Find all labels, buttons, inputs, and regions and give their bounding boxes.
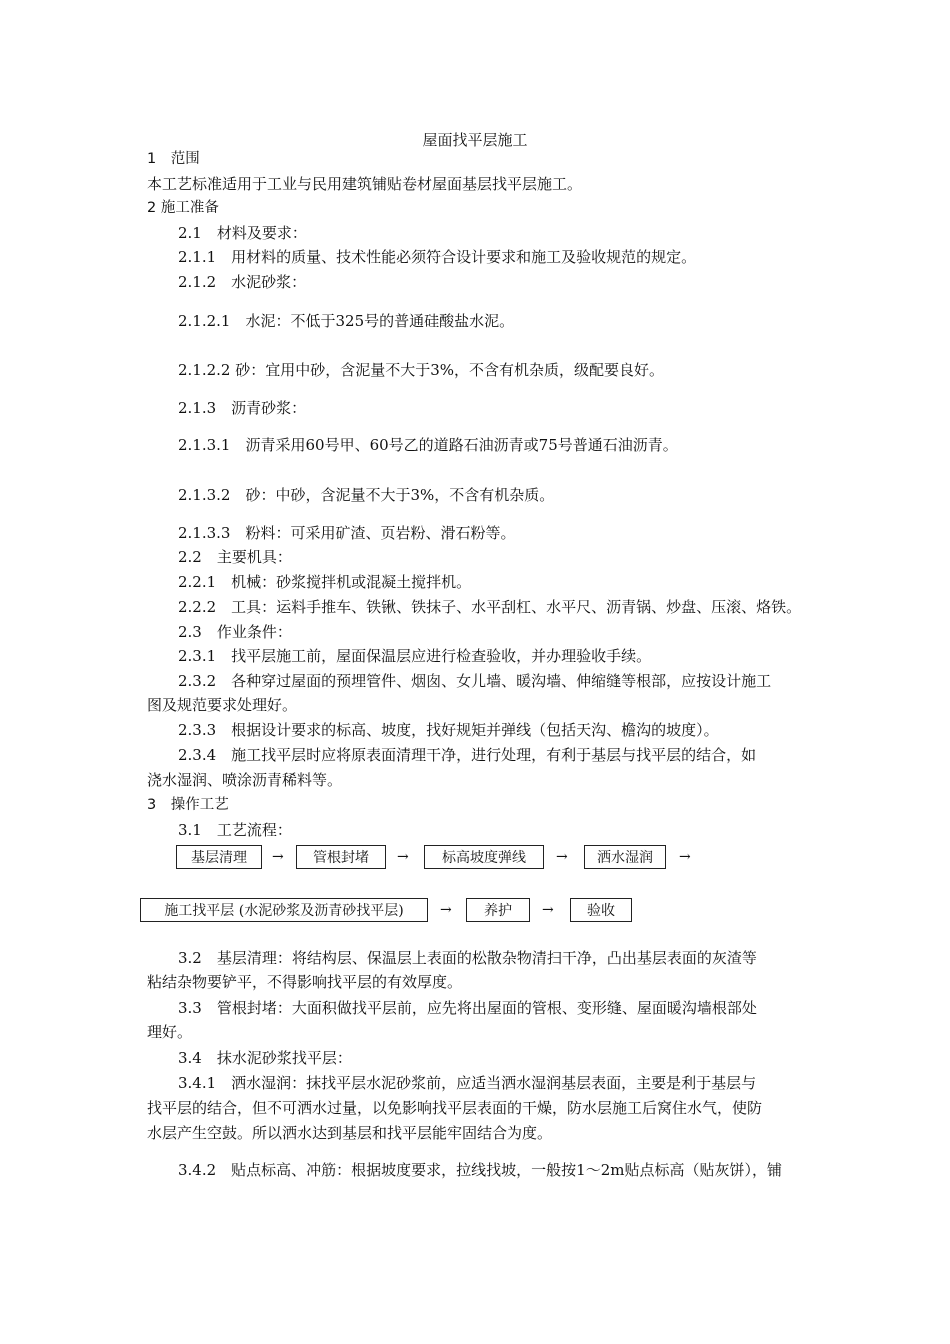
document-title: 屋面找平层施工 (422, 131, 528, 149)
paragraph: 粘结杂物要铲平，不得影响找平层的有效厚度。 (147, 973, 463, 991)
paragraph: 2.3.2 各种穿过屋面的预埋管件、烟囱、女儿墙、暖沟墙、伸缩缝等根部，应按设计施工 (178, 672, 772, 690)
section-2-heading: 2 施工准备 (147, 200, 219, 216)
paragraph: 本工艺标准适用于工业与民用建筑铺贴卷材屋面基层找平层施工。 (147, 175, 583, 193)
paragraph: 3.4.2 贴点标高、冲筋：根据坡度要求，拉线找坡，一般按1～2m贴点标高（贴灰饼），铺 (178, 1161, 782, 1179)
paragraph: 水层产生空鼓。所以洒水达到基层和找平层能牢固结合为度。 (147, 1124, 553, 1142)
paragraph: 2.1.1 用材料的质量、技术性能必须符合设计要求和施工及验收规范的规定。 (178, 248, 697, 266)
flow-step-leveling-layer: 施工找平层 (水泥砂浆及沥青砂找平层) (140, 898, 428, 922)
paragraph: 2.1 材料及要求： (178, 224, 307, 242)
paragraph: 2.1.2 水泥砂浆： (178, 273, 307, 291)
section-1-heading: 1 范围 (147, 151, 200, 167)
flow-arrow: → (397, 849, 409, 865)
section-3-heading: 3 操作工艺 (147, 797, 229, 813)
paragraph: 2.1.2.2 砂：宜用中砂，含泥量不大于3%，不含有机杂质，级配要良好。 (178, 361, 665, 379)
paragraph: 3.3 管根封堵：大面积做找平层前，应先将出屋面的管根、变形缝、屋面暖沟墙根部处 (178, 999, 757, 1017)
paragraph: 2.1.3.2 砂：中砂，含泥量不大于3%，不含有机杂质。 (178, 486, 555, 504)
paragraph: 找平层的结合，但不可洒水过量，以免影响找平层表面的干燥，防水层施工后窝住水气，使防 (147, 1099, 763, 1117)
paragraph: 2.3.3 根据设计要求的标高、坡度，找好规矩并弹线（包括天沟、檐沟的坡度）。 (178, 721, 719, 739)
flow-step-curing: 养护 (466, 898, 530, 922)
paragraph: 3.4 抹水泥砂浆找平层： (178, 1049, 352, 1067)
flow-arrow: → (679, 849, 691, 865)
flow-arrow: → (440, 902, 452, 918)
paragraph: 2.1.3 沥青砂浆： (178, 399, 307, 417)
paragraph: 图及规范要求处理好。 (147, 696, 298, 714)
paragraph: 3.1 工艺流程： (178, 821, 292, 839)
paragraph: 2.2 主要机具： (178, 548, 292, 566)
flow-step-pipe-sealing: 管根封堵 (296, 845, 386, 869)
flow-step-acceptance: 验收 (570, 898, 632, 922)
flow-arrow: → (542, 902, 554, 918)
flow-arrow: → (556, 849, 568, 865)
paragraph: 3.4.1 洒水湿润：抹找平层水泥砂浆前，应适当洒水湿润基层表面，主要是利于基层与 (178, 1074, 757, 1092)
paragraph: 2.1.3.1 沥青采用60号甲、60号乙的道路石油沥青或75号普通石油沥青。 (178, 436, 678, 454)
paragraph: 2.1.3.3 粉料：可采用矿渣、页岩粉、滑石粉等。 (178, 524, 516, 542)
flow-step-base-cleaning: 基层清理 (176, 845, 262, 869)
paragraph: 2.1.2.1 水泥：不低于325号的普通硅酸盐水泥。 (178, 312, 515, 330)
paragraph: 2.3.4 施工找平层时应将原表面清理干净，进行处理，有利于基层与找平层的结合，如 (178, 746, 757, 764)
paragraph: 2.3 作业条件： (178, 623, 292, 641)
paragraph: 2.2.1 机械：砂浆搅拌机或混凝土搅拌机。 (178, 573, 472, 591)
paragraph: 理好。 (147, 1023, 193, 1041)
paragraph: 浇水湿润、喷涂沥青稀料等。 (147, 771, 343, 789)
paragraph: 2.2.2 工具：运料手推车、铁锹、铁抹子、水平刮杠、水平尺、沥青锅、炒盘、压滚、烙铁。 (178, 598, 802, 616)
paragraph: 2.3.1 找平层施工前，屋面保温层应进行检查验收，并办理验收手续。 (178, 647, 652, 665)
paragraph: 3.2 基层清理：将结构层、保温层上表面的松散杂物清扫干净，凸出基层表面的灰渣等 (178, 949, 757, 967)
flow-step-elevation-line: 标高坡度弹线 (424, 845, 544, 869)
flow-arrow: → (272, 849, 284, 865)
flow-step-wetting: 洒水湿润 (584, 845, 666, 869)
